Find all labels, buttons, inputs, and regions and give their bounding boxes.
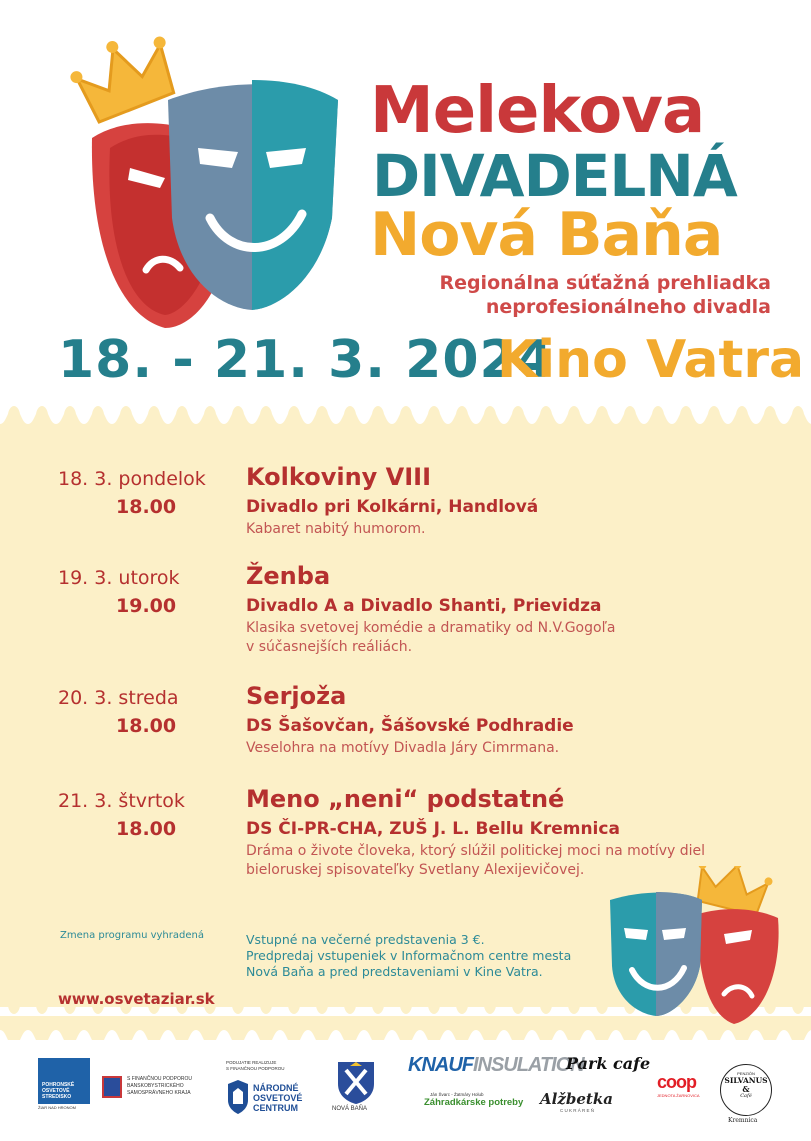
subtitle-line2: neprofesionálneho divadla [485,296,771,318]
event-company: Divadlo A a Divadlo Shanti, Prievidza [246,596,602,616]
event-title: Ženba [246,562,331,590]
noc-text [253,1083,302,1113]
silvanus-logo [720,1064,772,1116]
event-day: 21. 3. štvrtok [58,790,185,812]
ticket-info [246,932,571,980]
event-description: bieloruskej spisovateľky Svetlany Alexijevičovej. [246,862,585,878]
ticket-info-line: Vstupné na večerné predstavenia 3 €. [246,932,485,947]
subtitle-line1: Regionálna súťažná prehliadka [439,272,771,294]
noc-line: OSVETOVÉ [253,1093,303,1103]
event-time: 19.00 [116,595,177,617]
silvanus-top-text: PENZIÓN [737,1071,755,1076]
event-description: Dráma o živote človeka, ktorý slúžil politickej moci na motívy diel [246,843,706,859]
event-company: DS ČI-PR-CHA, ZUŠ J. L. Bellu Kremnica [246,819,620,839]
event-description: Veselohra na motívy Divadla Járy Cimrmana. [246,740,560,756]
event-time: 18.00 [116,818,177,840]
knauf-text: KNAUF [408,1054,473,1076]
event-description: Klasika svetovej komédie a dramatiky od N.V.Gogoľa [246,620,616,636]
ticket-info-line: Nová Baňa a pred predstaveniami v Kine Vatra. [246,964,543,979]
festival-venue: Kino Vatra [497,330,805,390]
event-title: Serjoža [246,682,347,710]
nova-bana-text: NOVÁ BAŇA [332,1106,368,1112]
event-title: Kolkoviny VIII [246,463,432,491]
alzbetka-text: Alžbetka [540,1090,613,1108]
pos-text: STREDISKO [42,1094,72,1100]
zahradkarske-potreby-logo [424,1092,523,1108]
insulation-text: INSULATION [473,1054,584,1076]
festival-title-line1: Melekova [370,74,705,148]
event-company: DS Šašovčan, Šášovské Podhradie [246,716,574,736]
pos-text: OSVETOVÉ [42,1088,70,1094]
festival-title-line3: Nová Baňa [370,200,723,270]
event-time: 18.00 [116,496,177,518]
alzbetka-logo [540,1090,613,1113]
event-day: 20. 3. streda [58,687,179,709]
noc-caption-line: PODUJATIE REALIZUJE [226,1060,277,1065]
noc-emblem-icon [226,1080,250,1114]
silvanus-bottom-text: Kremnica [728,1117,758,1124]
noc-caption-line: S FINANČNOU PODPOROU [226,1066,285,1071]
bbsk-line: BANSKOBYSTRICKÉHO [127,1083,184,1089]
park-cafe-logo: Park cafe [566,1054,651,1073]
event-company: Divadlo pri Kolkárni, Handlová [246,497,539,517]
event-time: 18.00 [116,715,177,737]
bbsk-line: SAMOSPRÁVNEHO KRAJA [127,1090,191,1096]
alzbetka-sub-text: C U K R Á R E Ň [560,1108,595,1113]
noc-line: CENTRUM [253,1103,298,1113]
silvanus-cafe-text: Café [740,1093,752,1099]
event-description: v súčasnejších reáliách. [246,639,413,655]
zahrad-small-text: Ján Švarc - Žatmáry Holub [430,1092,484,1097]
bbsk-line: S FINANČNOU PODPOROU [127,1076,193,1082]
event-day: 19. 3. utorok [58,567,180,589]
silvanus-amp-text: & [742,1084,750,1094]
event-description: Kabaret nabitý humorom. [246,521,426,537]
knauf-insulation-logo [408,1054,584,1077]
theatre-masks-icon [70,28,370,338]
festival-title-line2: DIVADELNÁ [372,142,737,210]
small-masks-icon [606,866,786,1026]
bbsk-text [127,1076,192,1097]
pos-subtext: ŽIAR NAD HRONOM [38,1105,76,1110]
coop-text: coop [657,1072,696,1092]
event-day: 18. 3. pondelok [58,468,206,490]
ticket-info-line: Predpredaj vstupeniek v Informačnom centre mesta [246,948,572,963]
festival-dates: 18. - 21. 3. 2024 [58,330,554,390]
pohronske-osvetove-stredisko-logo [38,1058,90,1112]
zahrad-text: Záhradkárske potreby [424,1097,524,1108]
nova-bana-crest-icon [336,1060,376,1104]
coop-jednota-logo [657,1072,700,1098]
bbsk-crest-icon [102,1076,122,1098]
noc-line: NÁRODNÉ [253,1083,299,1093]
website-link[interactable]: www.osvetaziar.sk [58,990,215,1008]
program-change-note: Zmena programu vyhradená [60,930,204,941]
crown-icon [70,28,184,126]
pos-text: POHRONSKÉ [42,1082,75,1088]
noc-caption [226,1060,285,1072]
coop-sub-text: JEDNOTA ŽARNOVICA [657,1093,700,1098]
event-title: Meno „neni“ podstatné [246,785,565,813]
silvanus-text: SILVANUS [724,1076,768,1085]
